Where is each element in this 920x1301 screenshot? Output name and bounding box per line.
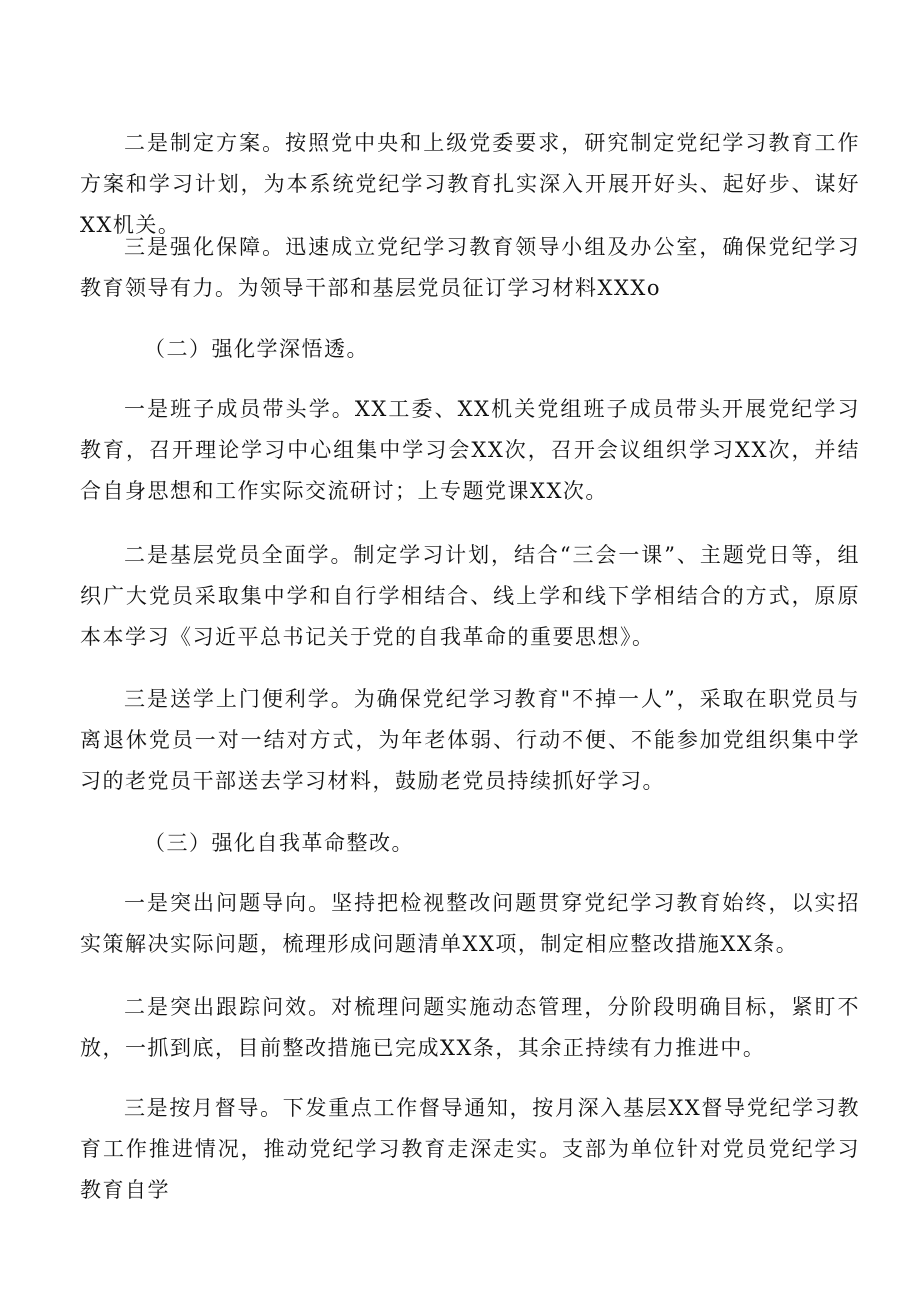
paragraph-track-effect: 二是突出跟踪问效。对梳理问题实施动态管理，分阶段明确目标，紧盯不放，一抓到底，目前整改措施已完成XX条，其余正持续有力推进中。	[80, 995, 860, 1060]
paragraph-leaders-study: 一是班子成员带头学。XX工委、XX机关党组班子成员带头开展党纪学习教育，召开理论学习中心组集中学习会XX次，召开会议组织学习XX次，并结合自身思想和工作实际交流研讨；上专题党课XX次。	[80, 397, 860, 503]
section-heading-3: （三）强化自我革命整改。	[144, 831, 414, 855]
paragraph-delivered-study: 三是送学上门便利学。为确保党纪学习教育"不掉一人”，采取在职党员与离退休党员一对一结对方式，为年老体弱、行动不便、不能参加党组织集中学习的老党员干部送去学习材料，鼓励老党员持续抓好学习。	[80, 687, 860, 793]
paragraph-monthly-supervision: 三是按月督导。下发重点工作督导通知，按月深入基层XX督导党纪学习教育工作推进情况，推动党纪学习教育走深走实。支部为单位针对党员党纪学习教育自学	[80, 1096, 860, 1202]
paragraph-strengthen-guarantee: 三是强化保障。迅速成立党纪学习教育领导小组及办公室，确保党纪学习教育领导有力。为领导干部和基层党员征订学习材料XXXo	[80, 235, 860, 300]
paragraph-members-study: 二是基层党员全面学。制定学习计划，结合“三会一课”、主题党日等，组织广大党员采取集中学和自行学相结合、线上学和线下学相结合的方式，原原本本学习《习近平总书记关于党的自我革命的重要思想》。	[80, 543, 860, 649]
paragraph-formulate-plan: 二是制定方案。按照党中央和上级党委要求，研究制定党纪学习教育工作方案和学习计划，为本系统党纪学习教育扎实深入开展开好头、起好步、谋好XX机关。	[80, 131, 860, 237]
section-heading-2: （二）强化学深悟透。	[144, 337, 369, 361]
paragraph-problem-oriented: 一是突出问题导向。坚持把检视整改问题贯穿党纪学习教育始终，以实招实策解决实际问题，梳理形成问题清单XX项，制定相应整改措施XX条。	[80, 891, 860, 956]
